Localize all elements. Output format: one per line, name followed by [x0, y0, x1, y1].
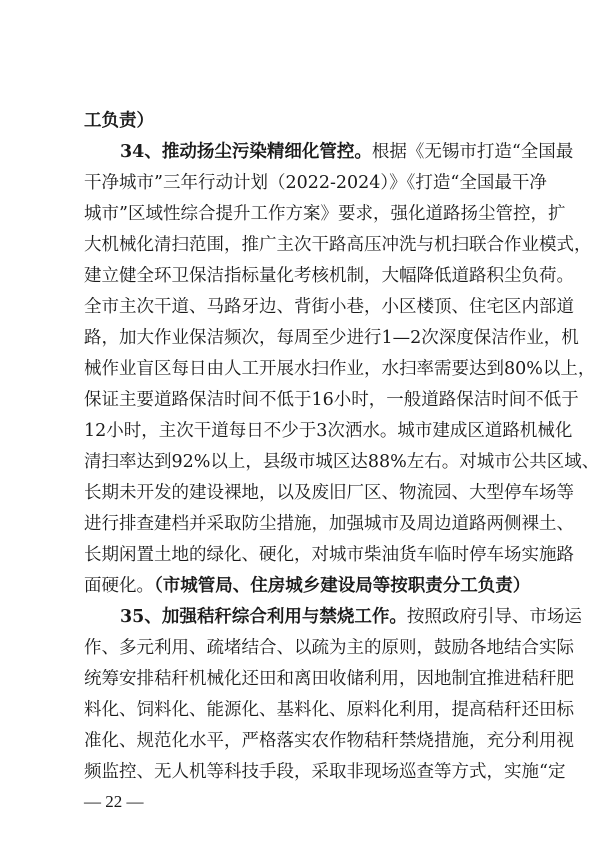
line-text: 作、多元利用、疏堵结合、以疏为主的原则，鼓励各地结合实际 — [84, 638, 574, 658]
line-rest: 面硬化。 — [84, 576, 154, 596]
line-text: 进行排查建档并采取防尘措施，加强城市及周边道路两侧裸土、 — [84, 514, 574, 534]
heading-rest: 根据《无锡市打造“全国最 — [371, 142, 574, 162]
text-line — [0, 416, 600, 446]
text-line — [0, 230, 600, 260]
section-heading-35 — [0, 602, 600, 632]
line-text: 路，加大作业保洁频次，每周至少进行1—2次深度保洁作业，机 — [84, 328, 579, 348]
heading-rest: 按照政府引导、市场运 — [406, 607, 582, 627]
line-text: 保证主要道路保洁时间不低于16小时，一般道路保洁时间不低于 — [84, 390, 579, 410]
text-line — [0, 478, 600, 508]
text-line — [0, 354, 600, 384]
text-line — [0, 571, 600, 601]
heading-lead: 35、加强秸秆综合利用与禁烧工作。 — [120, 607, 407, 627]
text-line — [0, 261, 600, 291]
responsibility-note: （市城管局、住房城乡建设局等按职责分工负责） — [154, 576, 531, 596]
text-line — [0, 664, 600, 694]
line-text: 干净城市”三年行动计划（2022-2024）》《打造“全国最干净 — [84, 173, 547, 193]
line-text: 料化、饲料化、能源化、基料化、原料化利用，提高秸秆还田标 — [84, 700, 574, 720]
text-line — [0, 633, 600, 663]
line-text — [84, 571, 530, 601]
heading-lead: 34、推动扬尘污染精细化管控。 — [120, 142, 372, 162]
line-text — [120, 137, 573, 167]
line-text: 统筹安排秸秆机械化还田和离田收储利用，因地制宜推进秸秆肥 — [84, 669, 574, 689]
text-line — [0, 292, 600, 322]
text-line — [0, 168, 600, 198]
text-line — [0, 385, 600, 415]
text-line — [0, 509, 600, 539]
line-text: 械作业盲区每日由人工开展水扫作业，水扫率需要达到80%以上， — [84, 359, 596, 379]
text-line — [0, 540, 600, 570]
line-text: 长期闲置土地的绿化、硬化，对城市柴油货车临时停车场实施路 — [84, 545, 574, 565]
text-line — [0, 726, 600, 756]
line-text: 清扫率达到92%以上，县级市城区达88%左右。对城市公共区域、 — [84, 452, 600, 472]
line-text: 准化、规范化水平，严格落实农作物秸秆禁烧措施，充分利用视 — [84, 731, 574, 751]
line-text: 长期未开发的建设裸地，以及废旧厂区、物流园、大型停车场等 — [84, 483, 574, 503]
text-line — [0, 323, 600, 353]
line-text: 频监控、无人机等科技手段，采取非现场巡查等方式，实施“定 — [84, 762, 566, 782]
text-line — [0, 447, 600, 477]
line-text: 建立健全环卫保洁指标量化考核机制，大幅降低道路积尘负荷。 — [84, 266, 574, 286]
text-line — [0, 757, 600, 787]
page-number: — 22 — — [84, 792, 144, 811]
line-text: 工负责） — [84, 111, 154, 131]
text-line — [0, 199, 600, 229]
line-text: 全市主次干道、马路牙边、背街小巷，小区楼顶、住宅区内部道 — [84, 297, 574, 317]
text-line — [0, 106, 600, 136]
line-text: 大机械化清扫范围，推广主次干路高压冲洗与机扫联合作业模式， — [84, 235, 592, 255]
section-heading-34 — [0, 137, 600, 167]
line-text: 12小时，主次干道每日不少于3次洒水。城市建成区道路机械化 — [84, 421, 573, 441]
line-text — [120, 602, 582, 632]
line-text: 城市”区域性综合提升工作方案》要求，强化道路扬尘管控，扩 — [84, 204, 566, 224]
text-line — [0, 695, 600, 725]
